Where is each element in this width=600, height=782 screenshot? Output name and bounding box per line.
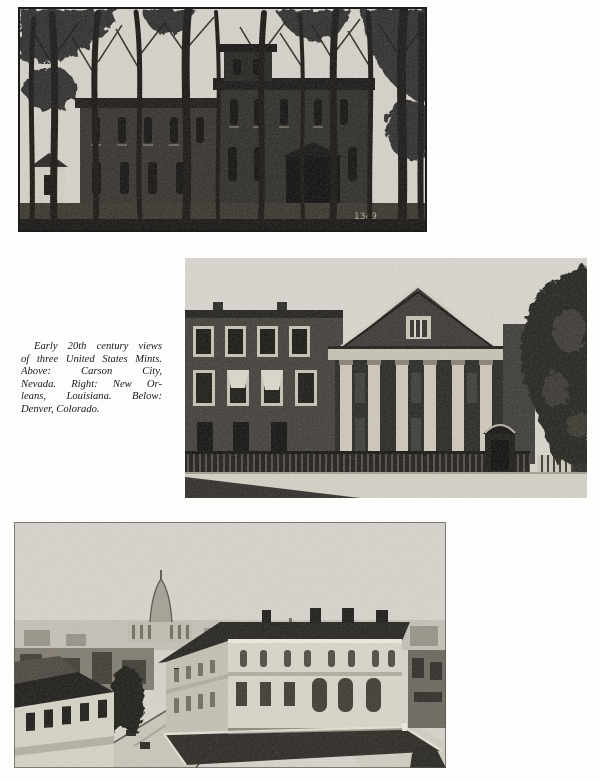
photo-mark: 1349 (354, 212, 377, 222)
caption-block (21, 341, 162, 417)
photo-denver-mint (14, 522, 446, 768)
halftone-grain (18, 7, 427, 232)
halftone-grain (185, 258, 587, 498)
photo-carson-city-mint (18, 7, 427, 232)
caption-line: leans, Louisiana. Below: (21, 391, 162, 403)
photo-new-orleans-mint (185, 258, 587, 498)
caption-line: Early 20th century views (34, 341, 162, 352)
caption-line: Denver, Colorado. (21, 403, 100, 415)
halftone-grain (14, 522, 446, 768)
caption-line: of three United States Mints. (21, 353, 162, 365)
caption-line: Above: Carson City, (21, 366, 162, 378)
caption-line: Nevada. Right: New Or- (21, 378, 162, 390)
